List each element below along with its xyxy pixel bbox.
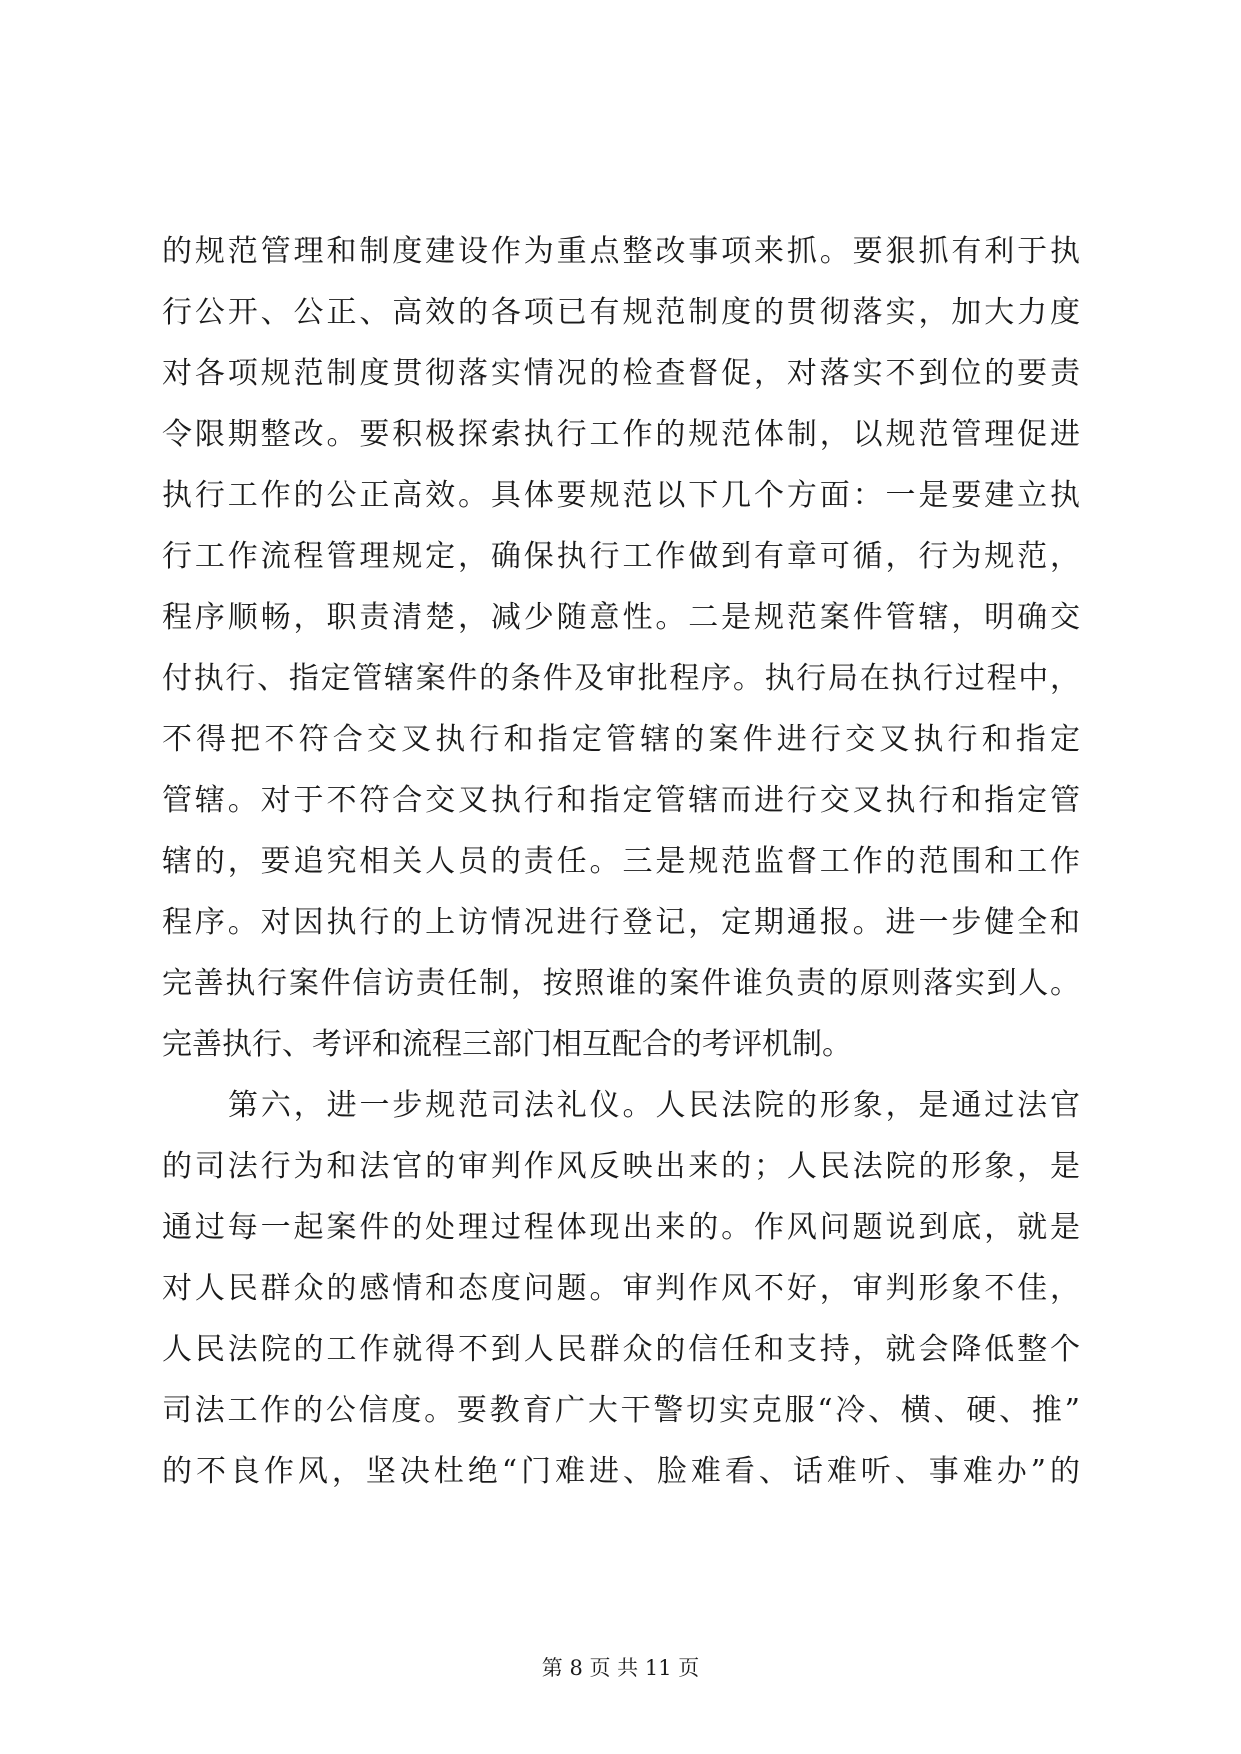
text-line: 程序顺畅，职责清楚，减少随意性。二是规范案件管辖，明确交 (162, 600, 1080, 635)
text-line: 人民法院的工作就得不到人民群众的信任和支持，就会降低整个 (162, 1332, 1080, 1367)
text-line: 对各项规范制度贯彻落实情况的检查督促，对落实不到位的要责 (162, 356, 1080, 391)
text-line: 辖的，要追究相关人员的责任。三是规范监督工作的范围和工作 (162, 844, 1080, 879)
page-number-footer: 第 8 页 共 11 页 (541, 1656, 700, 1680)
text-line: 对人民群众的感情和态度问题。审判作风不好，审判形象不佳， (162, 1271, 1080, 1306)
text-line: 的规范管理和制度建设作为重点整改事项来抓。要狠抓有利于执 (162, 234, 1080, 269)
paragraph-start-line: 第六，进一步规范司法礼仪。人民法院的形象，是通过法官 (228, 1088, 1080, 1123)
body-text (162, 232, 1080, 1513)
text-line: 行工作流程管理规定，确保执行工作做到有章可循，行为规范， (162, 539, 1080, 574)
text-line: 通过每一起案件的处理过程体现出来的。作风问题说到底，就是 (162, 1210, 1080, 1245)
text-line: 管辖。对于不符合交叉执行和指定管辖而进行交叉执行和指定管 (162, 783, 1080, 818)
text-line: 司法工作的公信度。要教育广大干警切实克服“冷、横、硬、推” (162, 1393, 1080, 1428)
text-line: 不得把不符合交叉执行和指定管辖的案件进行交叉执行和指定 (162, 722, 1080, 757)
text-line: 完善执行、考评和流程三部门相互配合的考评机制。 (162, 1027, 852, 1062)
text-line: 付执行、指定管辖案件的条件及审批程序。执行局在执行过程中， (162, 661, 1080, 696)
text-line: 的不良作风，坚决杜绝“门难进、脸难看、话难听、事难办”的 (162, 1454, 1080, 1489)
text-line: 完善执行案件信访责任制，按照谁的案件谁负责的原则落实到人。 (162, 966, 1080, 1001)
text-line: 令限期整改。要积极探索执行工作的规范体制，以规范管理促进 (162, 417, 1080, 452)
text-line: 行公开、公正、高效的各项已有规范制度的贯彻落实，加大力度 (162, 295, 1080, 330)
text-line: 的司法行为和法官的审判作风反映出来的；人民法院的形象，是 (162, 1149, 1080, 1184)
text-line: 执行工作的公正高效。具体要规范以下几个方面：一是要建立执 (162, 478, 1080, 513)
text-line: 程序。对因执行的上访情况进行登记，定期通报。进一步健全和 (162, 905, 1080, 940)
